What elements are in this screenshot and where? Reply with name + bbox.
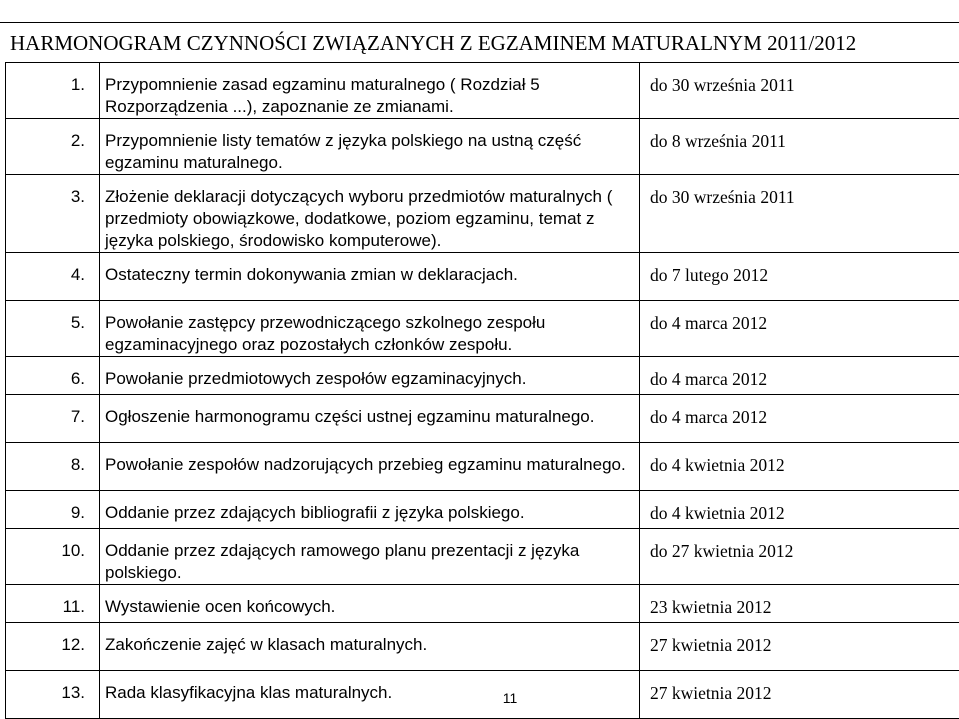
row-deadline: do 4 kwietnia 2012 [640, 491, 959, 529]
row-number [6, 671, 100, 719]
row-number-label: 8. [71, 454, 85, 476]
row-number-label: 4. [71, 264, 85, 286]
row-number [6, 529, 100, 585]
row-deadline: do 7 lutego 2012 [640, 253, 959, 301]
row-deadline: do 27 kwietnia 2012 [640, 529, 959, 585]
row-number [6, 623, 100, 671]
table-row [6, 301, 959, 357]
row-task-text: Przypomnienie listy tematów z języka polskiego na ustną część egzaminu maturalnego. [100, 119, 640, 175]
row-deadline: do 4 marca 2012 [640, 301, 959, 357]
row-deadline: 27 kwietnia 2012 [640, 623, 959, 671]
row-task-text: Rada klasyfikacyjna klas maturalnych. [100, 671, 640, 719]
row-number [6, 301, 100, 357]
row-number [6, 491, 100, 529]
table-row [6, 623, 959, 671]
table-row [6, 253, 959, 301]
row-task-text: Wystawienie ocen końcowych. [100, 585, 640, 623]
table-row [6, 357, 959, 395]
table-row [6, 119, 959, 175]
row-number [6, 175, 100, 253]
row-number-label: 7. [71, 406, 85, 428]
row-deadline: do 8 września 2011 [640, 119, 959, 175]
row-number-label: 1. [71, 74, 85, 96]
row-deadline: do 4 kwietnia 2012 [640, 443, 959, 491]
table-row [6, 491, 959, 529]
row-number-label: 12. [61, 634, 85, 656]
table-row [6, 63, 959, 119]
row-number [6, 395, 100, 443]
row-task-text: Powołanie przedmiotowych zespołów egzaminacyjnych. [100, 357, 640, 395]
row-task-text: Ogłoszenie harmonogramu części ustnej egzaminu maturalnego. [100, 395, 640, 443]
row-number-label: 13. [61, 682, 85, 704]
row-task-text: Powołanie zastępcy przewodniczącego szkolnego zespołu egzaminacyjnego oraz pozostałych członków zespołu. [100, 301, 640, 357]
table-row [6, 585, 959, 623]
row-number-label: 10. [61, 540, 85, 562]
row-task-text: Zakończenie zajęć w klasach maturalnych. [100, 623, 640, 671]
schedule-table [5, 62, 959, 719]
row-deadline: do 4 marca 2012 [640, 357, 959, 395]
row-deadline: do 30 września 2011 [640, 175, 959, 253]
row-task-text: Ostateczny termin dokonywania zmian w deklaracjach. [100, 253, 640, 301]
row-task-text: Powołanie zespołów nadzorujących przebieg egzaminu maturalnego. [100, 443, 640, 491]
row-deadline: do 4 marca 2012 [640, 395, 959, 443]
row-task-text: Oddanie przez zdających ramowego planu prezentacji z języka polskiego. [100, 529, 640, 585]
table-row [6, 671, 959, 719]
row-number [6, 119, 100, 175]
row-number-label: 9. [71, 502, 85, 524]
row-deadline: 23 kwietnia 2012 [640, 585, 959, 623]
table-row [6, 529, 959, 585]
row-task-text: Złożenie deklaracji dotyczących wyboru przedmiotów maturalnych ( przedmioty obowiązkowe, dodatkowe, poziom egzaminu, temat z języka polskiego, środowisko komputerowe). [100, 175, 640, 253]
row-number-label: 3. [71, 186, 85, 208]
row-number [6, 443, 100, 491]
row-deadline: 27 kwietnia 2012 [640, 671, 959, 719]
row-number [6, 63, 100, 119]
document-title: HARMONOGRAM CZYNNOŚCI ZWIĄZANYCH Z EGZAMINEM MATURALNYM 2011/2012 [0, 22, 959, 62]
row-task-text: Przypomnienie zasad egzaminu maturalnego ( Rozdział 5 Rozporządzenia ...), zapoznanie ze zmianami. [100, 63, 640, 119]
row-number [6, 357, 100, 395]
row-number [6, 585, 100, 623]
row-deadline: do 30 września 2011 [640, 63, 959, 119]
row-number-label: 11. [63, 596, 85, 618]
table-row [6, 175, 959, 253]
row-task-text: Oddanie przez zdających bibliografii z języka polskiego. [100, 491, 640, 529]
page-number: 11 [500, 690, 520, 706]
row-number-label: 2. [71, 130, 85, 152]
table-row [6, 395, 959, 443]
row-number-label: 6. [71, 368, 85, 390]
row-number [6, 253, 100, 301]
row-number-label: 5. [71, 312, 85, 334]
table-row [6, 443, 959, 491]
